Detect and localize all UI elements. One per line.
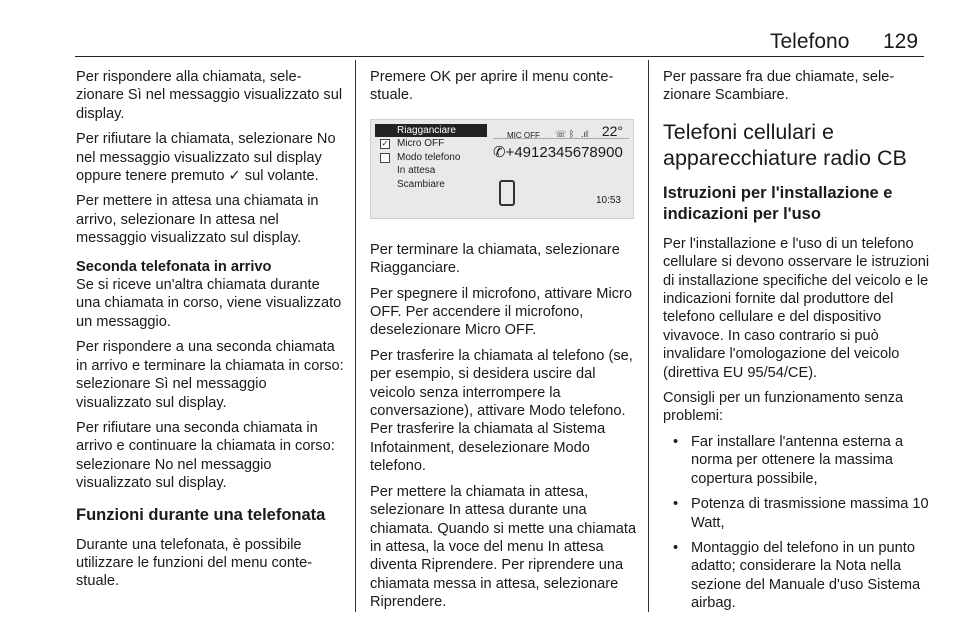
- column-divider: [648, 60, 649, 612]
- menu-item: ✓ Micro OFF: [381, 138, 445, 150]
- section-heading: Istruzioni per l'installazione e indicazioni per l'uso: [663, 183, 893, 223]
- section-title: Telefono: [770, 30, 850, 53]
- menu-item: Modo telefono: [375, 151, 487, 165]
- paragraph: Per mettere la chiamata in attesa, selezionare In attesa durante una chiamata. Quando si mette una chiamata in attesa, la voce del menu In attesa diventa Riprendere. Per riprendere una chiamata messa in attesa, selezionare Riprendere.: [370, 483, 637, 611]
- paragraph: Per mettere in attesa una chiamata in arrivo, selezionare In attesa nel messaggio visualizzato sul display.: [76, 193, 319, 247]
- phone-number: ✆+4912345678900: [493, 143, 623, 161]
- status-bar: [493, 124, 629, 139]
- list-item: • Far installare l'antenna esterna a norma per ottenere la massima copertura possibile,: [663, 433, 931, 488]
- list-item: • Montaggio del telefono in un punto adatto; considerare la Nota nella sezione del Manuale d'uso Sistema airbag.: [663, 539, 931, 613]
- menu-item: Riagganciare: [375, 124, 487, 138]
- checkbox-icon: [380, 153, 390, 163]
- column-1: [76, 68, 344, 598]
- paragraph: Per spegnere il microfono, attivare Micro OFF. Per accendere il microfono, deselezionare Micro OFF.: [370, 285, 632, 339]
- checkbox-checked-icon: ✓: [381, 139, 389, 149]
- paragraph: Per rifiutare una seconda chiamata in arrivo e continuare la chiamata in corso: selezionare No nel messaggio visualizzato sul display.: [76, 419, 335, 492]
- infotainment-screen-image: [370, 119, 634, 219]
- paragraph: Consigli per un funzionamento senza problemi:: [663, 390, 904, 425]
- column-3: [663, 68, 931, 620]
- menu-item: In attesa: [397, 165, 436, 177]
- clock: 10:53: [595, 194, 621, 206]
- header-rule: [75, 56, 924, 57]
- call-icon: ✆: [493, 143, 506, 161]
- column-2: [370, 68, 638, 619]
- page-number: 129: [883, 30, 919, 53]
- bluetooth-icon: ᛒ: [569, 128, 575, 139]
- paragraph: Per trasferire la chiamata al telefono (se, per esempio, si desidera uscire dal veicolo senza interrompere la conversazione), attivare Modo telefono. Per trasferire la chiamata al Sistema Infotainment, deselezionare Modo telefono.: [370, 347, 633, 475]
- chapter-heading: Telefoni cellulari e apparecchiature radio CB: [663, 119, 907, 170]
- signal-icon: .ıl: [581, 128, 589, 139]
- paragraph: Per terminare la chiamata, selezionare Riagganciare.: [370, 241, 620, 277]
- paragraph: Per rispondere alla chiamata, selezionare Sì nel messaggio visualizzato sul display.: [76, 69, 343, 122]
- list-item: • Potenza di trasmissione massima 10 Watt,: [663, 495, 931, 532]
- paragraph: Per passare fra due chiamate, selezionare Scambiare.: [663, 69, 895, 104]
- context-menu: [375, 124, 487, 192]
- temperature: 22°: [601, 122, 623, 139]
- paragraph: Se si riceve un'altra chiamata durante una chiamata in corso, viene visualizzato un messaggio.: [76, 277, 342, 330]
- paragraph: Per rifiutare la chiamata, selezionare No nel messaggio visualizzato sul display oppure tenere premuto ✓ sul volante.: [76, 131, 336, 185]
- column-divider: [355, 60, 356, 612]
- section-heading: Funzioni durante una telefonata: [76, 505, 326, 524]
- paragraph: Per l'installazione e l'uso di un telefono cellulare si devono osservare le istruzioni di installazione specifiche del veicolo e le indicazioni fornite dal produttore del telefono cellulare e del dispositivo vivavoce. In caso contrario si può invalidare l'omologazione del veicolo (direttiva EU 95/54/CE).: [663, 235, 930, 381]
- menu-item: Scambiare: [397, 178, 445, 190]
- subheading: Seconda telefonata in arrivo: [76, 258, 272, 275]
- mobile-phone-icon: [499, 180, 515, 206]
- paragraph: Premere OK per aprire il menu contestuale.: [370, 69, 614, 104]
- paragraph: Per rispondere a una seconda chiamata in arrivo e terminare la chiamata in corso: selezionare Sì nel messaggio visualizzato sul display.: [76, 339, 344, 411]
- mic-status: MIC OFF: [507, 130, 540, 140]
- phone-icon: ☏: [555, 128, 567, 139]
- paragraph: Durante una telefonata, è possibile utilizzare le funzioni del menu contestuale.: [76, 536, 313, 590]
